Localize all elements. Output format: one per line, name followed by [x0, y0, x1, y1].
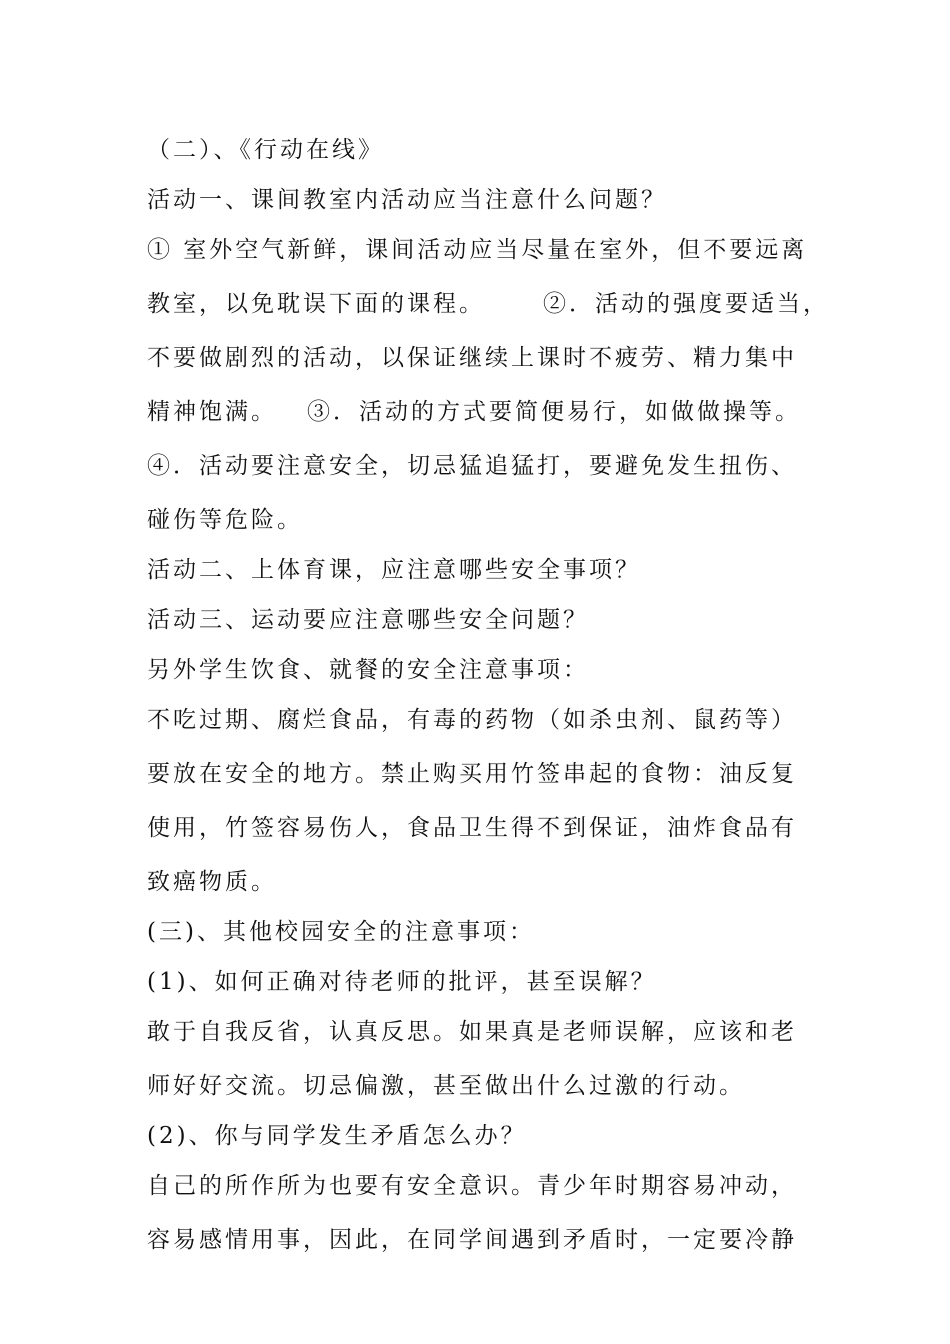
- paragraph-line: 致癌物质。: [147, 869, 277, 895]
- dining-safety-heading: 另外学生饮食、就餐的安全注意事项：: [147, 657, 589, 683]
- section-heading-other-campus-safety: (三)、其他校园安全的注意事项：: [147, 919, 535, 945]
- text-segment: 教室，以免耽误下面的课程。: [147, 291, 485, 317]
- paragraph-line: 师好好交流。切忌偏激，甚至做出什么过激的行动。: [147, 1073, 745, 1099]
- text-segment: ③．活动的方式要简便易行，如做做操等。: [307, 399, 801, 425]
- paragraph-line: 容易感情用事，因此，在同学间遇到矛盾时，一定要冷静: [147, 1227, 797, 1253]
- document-body: [147, 133, 827, 1257]
- paragraph-line: 碰伤等危险。: [147, 507, 303, 533]
- activity-one-question: 活动一、课间教室内活动应当注意什么问题？: [147, 187, 667, 213]
- paragraph-line: [147, 395, 827, 429]
- paragraph-line: 不吃过期、腐烂食品，有毒的药物（如杀虫剂、鼠药等）: [147, 707, 797, 733]
- paragraph-line: 不要做剧烈的活动，以保证继续上课时不疲劳、精力集中: [147, 345, 797, 371]
- paragraph-line: ① 室外空气新鲜，课间活动应当尽量在室外，但不要远离: [147, 237, 808, 263]
- section-heading-action-online: （二）、《行动在线》: [147, 137, 384, 163]
- paragraph-line: 要放在安全的地方。禁止购买用竹签串起的食物：油反复: [147, 761, 797, 787]
- activity-three-question: 活动三、运动要应注意哪些安全问题？: [147, 607, 589, 633]
- text-segment: 精神饱满。: [147, 399, 277, 425]
- paragraph-line: ④．活动要注意安全，切忌猛追猛打，要避免发生扭伤、: [147, 453, 797, 479]
- activity-two-question: 活动二、上体育课，应注意哪些安全事项？: [147, 557, 641, 583]
- paragraph-line: 敢于自我反省，认真反思。如果真是老师误解，应该和老: [147, 1019, 797, 1045]
- question-classmate-conflict: (2)、你与同学发生矛盾怎么办？: [147, 1123, 527, 1149]
- text-segment: ②．活动的强度要适当，: [543, 291, 829, 317]
- paragraph-line: 自己的所作所为也要有安全意识。青少年时期容易冲动，: [147, 1173, 797, 1199]
- paragraph-line: [147, 287, 827, 321]
- question-teacher-criticism: (1)、如何正确对待老师的批评，甚至误解？: [147, 969, 657, 995]
- paragraph-line: 使用，竹签容易伤人，食品卫生得不到保证，油炸食品有: [147, 815, 797, 841]
